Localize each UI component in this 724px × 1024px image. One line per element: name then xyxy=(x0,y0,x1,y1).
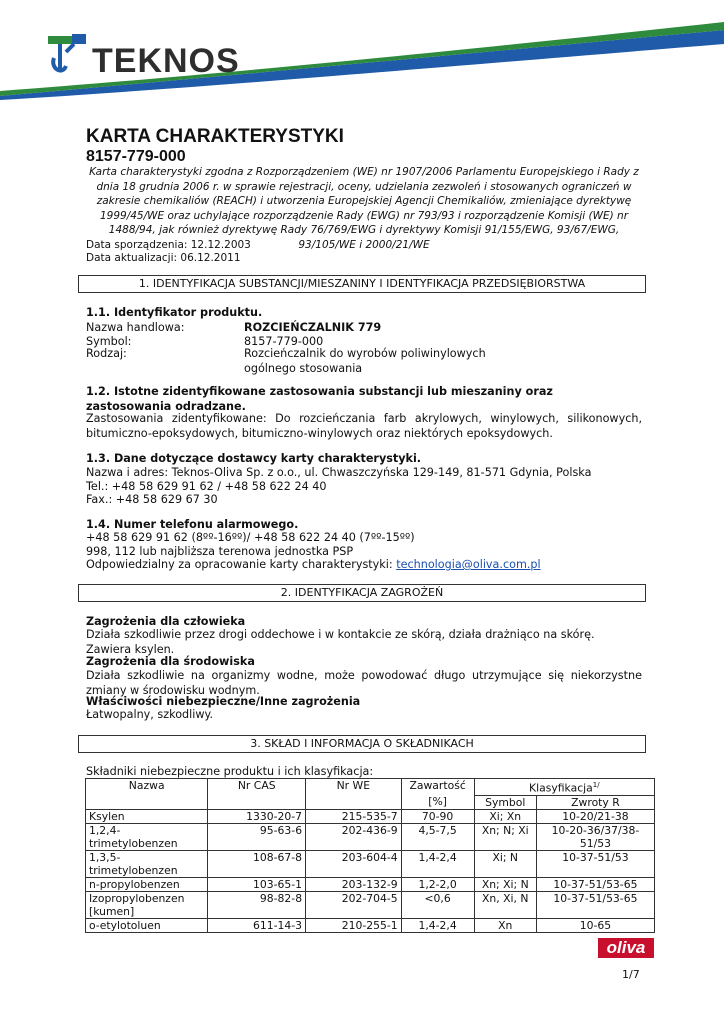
s12-text: Zastosowania zidentyfikowane: Do rozcieńczania farb akrylowych, winylowych, silikonowych, bitumiczno-epoksydowych, bitumiczno-winylowych oraz niektórych epoksydowych. xyxy=(86,412,642,440)
responsible-line xyxy=(86,557,642,572)
symbol-label: Symbol: xyxy=(86,335,132,348)
cell-symbol: Xn xyxy=(474,918,536,932)
s12-title: 1.2. Istotne zidentyfikowane zastosowania substancji lub mieszaniny oraz zastosowania odradzane. xyxy=(86,385,553,413)
col-we-header: Nr WE xyxy=(306,779,402,810)
cell-r: 10-65 xyxy=(536,918,654,932)
cell-we: 202-704-5 xyxy=(306,891,402,918)
table-row xyxy=(86,918,655,932)
cell-symbol: Xn; N; Xi xyxy=(474,823,536,850)
components-table xyxy=(85,778,655,933)
human-hazard-title: Zagrożenia dla człowieka xyxy=(86,615,246,628)
cell-cas: 98-82-8 xyxy=(208,891,306,918)
cell-cas: 108-67-8 xyxy=(208,850,306,877)
cell-content: 1,2-2,0 xyxy=(401,877,474,891)
table-row xyxy=(86,823,655,850)
teknos-logo-icon xyxy=(48,34,86,71)
cell-content: 70-90 xyxy=(401,809,474,823)
col-symbol-header: Symbol xyxy=(474,795,536,809)
emergency-services: 998, 112 lub najbliższa terenowa jednostka PSP xyxy=(86,545,354,558)
symbol-value: 8157-779-000 xyxy=(244,335,324,348)
oliva-logo: oliva xyxy=(598,938,654,958)
cell-we: 210-255-1 xyxy=(306,918,402,932)
section-2-header: 2. IDENTYFIKACJA ZAGROŻEŃ xyxy=(78,584,646,602)
section-3-header: 3. SKŁAD I INFORMACJA O SKŁADNIKACH xyxy=(78,735,646,753)
other-hazard-text: Łatwopalny, szkodliwy. xyxy=(86,708,214,721)
supplier-fax: Fax.: +48 58 629 67 30 xyxy=(86,493,218,506)
cell-r: 10-37-51/53 xyxy=(536,850,654,877)
cell-name: 1,3,5-trimetylobenzen xyxy=(86,850,208,877)
cell-name: o-etylotoluen xyxy=(86,918,208,932)
email-link[interactable]: technologia@oliva.com.pl xyxy=(396,558,541,571)
table-row xyxy=(86,877,655,891)
cell-r: 10-37-51/53-65 xyxy=(536,891,654,918)
s14-title: 1.4. Numer telefonu alarmowego. xyxy=(86,518,299,531)
s13-title: 1.3. Dane dotyczące dostawcy karty charakterystyki. xyxy=(86,452,422,465)
cell-symbol: Xi; Xn xyxy=(474,809,536,823)
date-updated: Data aktualizacji: 06.12.2011 xyxy=(86,252,241,264)
cell-name: Izopropylobenzen [kumen] xyxy=(86,891,208,918)
col-class-sup: 1/ xyxy=(592,781,600,789)
cell-r: 10-20/21-38 xyxy=(536,809,654,823)
human-hazard-text: Działa szkodliwie przez drogi oddechowe i w kontakcie ze skórą, działa drażniąco na skórę. Zawiera ksylen. xyxy=(86,628,595,656)
supplier-address: Nazwa i adres: Teknos-Oliva Sp. z o.o., ul. Chwaszczyńska 129-149, 81-571 Gdynia, Polska xyxy=(86,466,592,479)
env-hazard-text: Działa szkodliwie na organizmy wodne, może powodować długo utrzymujące się niekorzystne zmiany w środowisku wodnym. xyxy=(86,669,642,697)
cell-cas: 103-65-1 xyxy=(208,877,306,891)
cell-r: 10-20-36/37/38-51/53 xyxy=(536,823,654,850)
s11-title: 1.1. Identyfikator produktu. xyxy=(86,306,263,319)
cell-content: 4,5-7,5 xyxy=(401,823,474,850)
cell-we: 203-604-4 xyxy=(306,850,402,877)
responsible-label: Odpowiedzialny za opracowanie karty charakterystyki: xyxy=(86,558,393,571)
cell-cas: 1330-20-7 xyxy=(208,809,306,823)
document-title: KARTA CHARAKTERYSTYKI xyxy=(86,126,344,147)
table-row xyxy=(86,809,655,823)
table-header-row xyxy=(86,779,655,796)
env-hazard-title: Zagrożenia dla środowiska xyxy=(86,655,255,668)
kind-value-1: Rozcieńczalnik do wyrobów poliwinylowych xyxy=(244,347,486,360)
col-cas-header: Nr CAS xyxy=(208,779,306,810)
supplier-phone: Tel.: +48 58 629 91 62 / +48 58 622 24 40 xyxy=(86,480,327,493)
kind-row xyxy=(86,346,642,376)
cell-symbol: Xi; N xyxy=(474,850,536,877)
cell-we: 203-132-9 xyxy=(306,877,402,891)
trade-name-label: Nazwa handlowa: xyxy=(86,321,185,334)
cell-cas: 611-14-3 xyxy=(208,918,306,932)
cell-cas: 95-63-6 xyxy=(208,823,306,850)
kind-label: Rodzaj: xyxy=(86,347,127,360)
table-row xyxy=(86,850,655,877)
col-content-header: Zawartość xyxy=(401,779,474,796)
cell-name: n-propylobenzen xyxy=(86,877,208,891)
cell-name: Ksylen xyxy=(86,809,208,823)
cell-content: 1,4-2,4 xyxy=(401,918,474,932)
section-1-header: 1. IDENTYFIKACJA SUBSTANCJI/MIESZANINY I IDENTYFIKACJA PRZEDSIĘBIORSTWA xyxy=(78,275,646,293)
table-row xyxy=(86,891,655,918)
document-code: 8157-779-000 xyxy=(86,148,186,165)
regulation-intro: Karta charakterystyki zgodna z Rozporządzeniem (WE) nr 1907/2006 Parlamentu Europejskiego i Rady z dnia 18 grudnia 2006 r. w sprawie rejestracji, oceny, udzielania zezwoleń i stosowanych ograniczeń w zakresie chemikaliów (REACH) i utworzenia Europejskiej Agencji Chemikaliów, zmieniające dyrektywę 1999/45/WE oraz uchylające rozporządzenie Rady (EWG) nr 793/93 i rozporządzenie Komisji (WE) nr 1488/94, jak również dyrektywę Rady 76/769/EWG i dyrektywy Komisji 91/155/EWG, 93/67/EWG, 93/105/WE i 2000/21/WE xyxy=(89,166,639,251)
col-content-unit: [%] xyxy=(401,795,474,809)
cell-content: <0,6 xyxy=(401,891,474,918)
other-hazard-title: Właściwości niebezpieczne/Inne zagrożenia xyxy=(86,695,361,708)
brand-name: TEKNOS xyxy=(92,42,240,80)
col-name-header: Nazwa xyxy=(86,779,208,810)
emergency-phone: +48 58 629 91 62 (8ºº-16ºº)/ +48 58 622 24 40 (7ºº-15ºº) xyxy=(86,531,415,544)
cell-we: 202-436-9 xyxy=(306,823,402,850)
kind-value-2: ogólnego stosowania xyxy=(244,362,363,375)
cell-we: 215-535-7 xyxy=(306,809,402,823)
page-number: 1/7 xyxy=(622,968,640,981)
col-class-header xyxy=(474,779,654,796)
components-caption: Składniki niebezpieczne produktu i ich klasyfikacja: xyxy=(86,765,374,778)
col-r-header: Zwroty R xyxy=(536,795,654,809)
col-class-label: Klasyfikacja xyxy=(529,781,593,795)
cell-r: 10-37-51/53-65 xyxy=(536,877,654,891)
trade-name-value: ROZCIEŃCZALNIK 779 xyxy=(244,321,382,334)
cell-name: 1,2,4-trimetylobenzen xyxy=(86,823,208,850)
cell-content: 1,4-2,4 xyxy=(401,850,474,877)
date-created: Data sporządzenia: 12.12.2003 xyxy=(86,239,251,251)
cell-symbol: Xn, Xi, N xyxy=(474,891,536,918)
cell-symbol: Xn; Xi; N xyxy=(474,877,536,891)
